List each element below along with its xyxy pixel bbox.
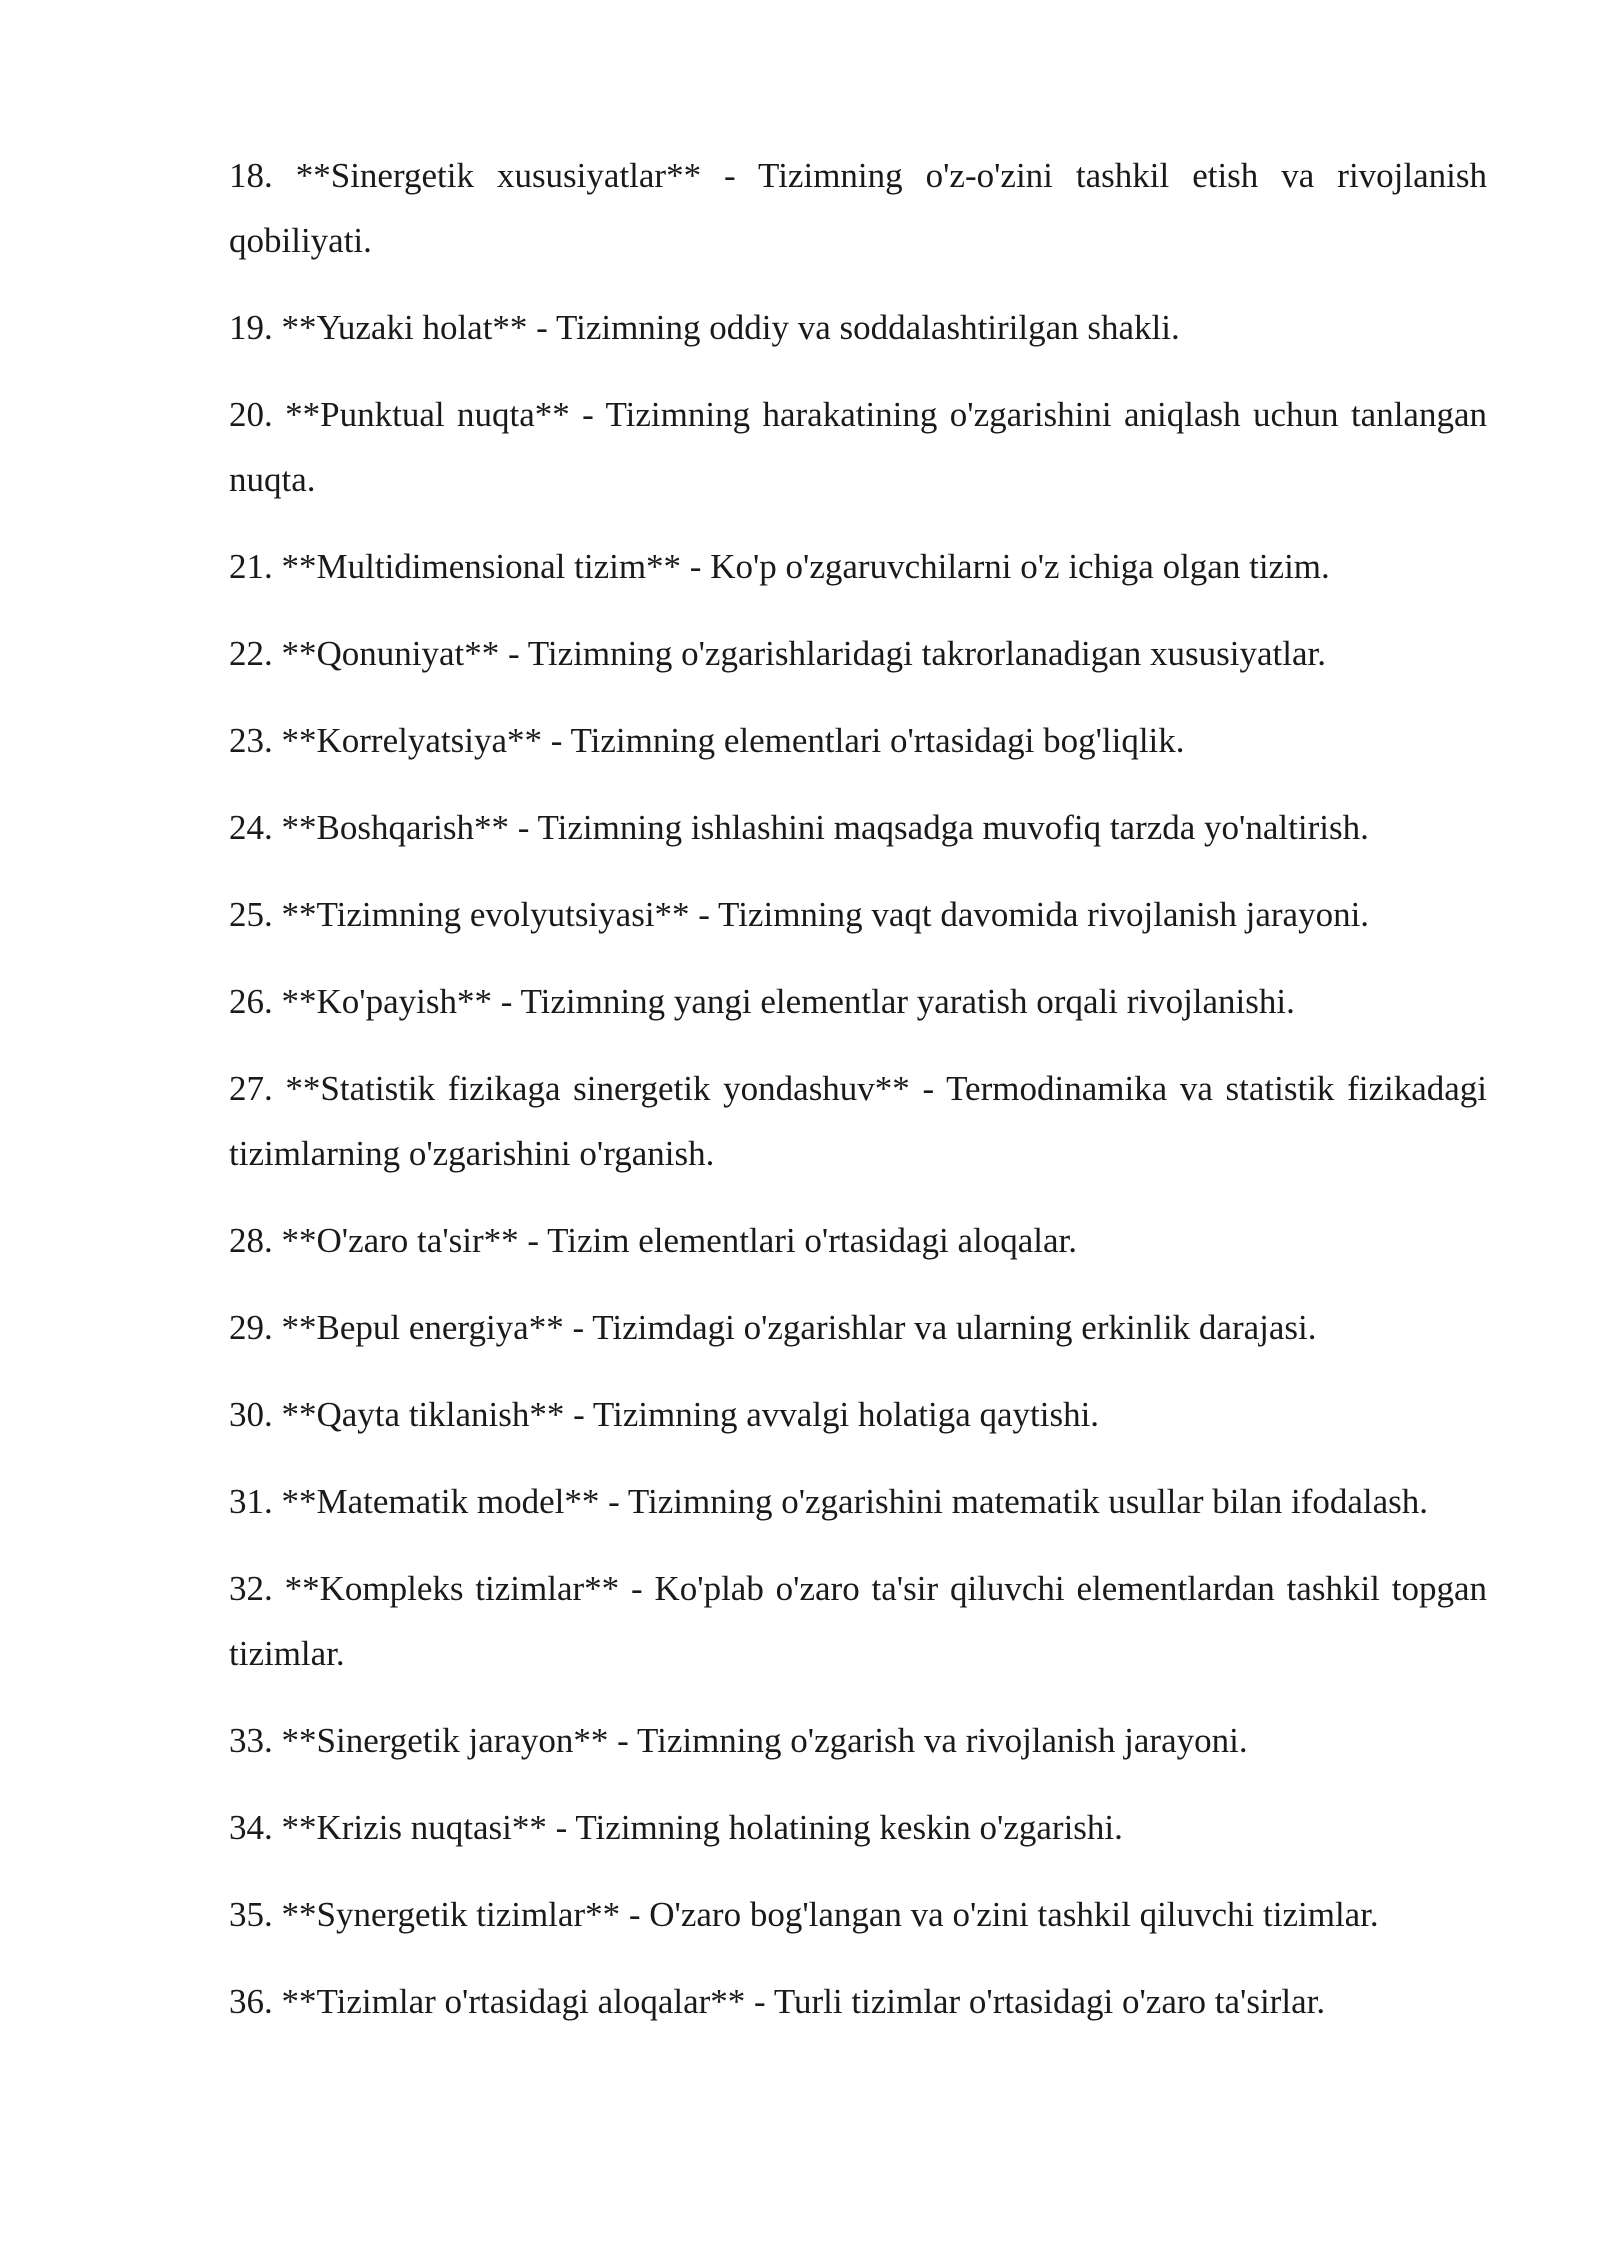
list-item: 28. **O'zaro ta'sir** - Tizim elementlari o'rtasidagi aloqalar.	[229, 1221, 1078, 1260]
list-item: 31. **Matematik model** - Tizimning o'zgarishini matematik usullar bilan ifodalash.	[229, 1482, 1429, 1521]
list-item: 23. **Korrelyatsiya** - Tizimning elementlari o'rtasidagi bog'liqlik.	[229, 721, 1185, 760]
list-item: 36. **Tizimlar o'rtasidagi aloqalar** - Turli tizimlar o'rtasidagi o'zaro ta'sirlar.	[229, 1982, 1326, 2021]
list-item: 30. **Qayta tiklanish** - Tizimning avvalgi holatiga qaytishi.	[229, 1395, 1100, 1434]
list-item: 32. **Kompleks tizimlar** - Ko'plab o'zaro ta'sir qiluvchi elementlardan tashkil topgan tizimlar.	[229, 1569, 1487, 1673]
list-item: 25. **Tizimning evolyutsiyasi** - Tizimning vaqt davomida rivojlanish jarayoni.	[229, 895, 1370, 934]
list-item: 29. **Bepul energiya** - Tizimdagi o'zgarishlar va ularning erkinlik darajasi.	[229, 1308, 1317, 1347]
list-item: 34. **Krizis nuqtasi** - Tizimning holatining keskin o'zgarishi.	[229, 1808, 1123, 1847]
list-item: 26. **Ko'payish** - Tizimning yangi elementlar yaratish orqali rivojlanishi.	[229, 982, 1295, 1021]
list-item: 21. **Multidimensional tizim** - Ko'p o'zgaruvchilarni o'z ichiga olgan tizim.	[229, 547, 1330, 586]
list-item: 19. **Yuzaki holat** - Tizimning oddiy va soddalashtirilgan shakli.	[229, 308, 1180, 347]
list-item: 27. **Statistik fizikaga sinergetik yondashuv** - Termodinamika va statistik fizikadagi tizimlarning o'zgarishini o'rganish.	[229, 1069, 1487, 1173]
list-item: 35. **Synergetik tizimlar** - O'zaro bog'langan va o'zini tashkil qiluvchi tizimlar.	[229, 1895, 1379, 1934]
list-item: 20. **Punktual nuqta** - Tizimning harakatining o'zgarishini aniqlash uchun tanlangan nuqta.	[229, 395, 1487, 499]
list-item: 24. **Boshqarish** - Tizimning ishlashini maqsadga muvofiq tarzda yo'naltirish.	[229, 808, 1369, 847]
list-item: 18. **Sinergetik xususiyatlar** - Tizimning o'z-o'zini tashkil etish va rivojlanish qobiliyati.	[229, 156, 1487, 260]
list-item: 22. **Qonuniyat** - Tizimning o'zgarishlaridagi takrorlanadigan xususiyatlar.	[229, 634, 1326, 673]
document-body	[229, 143, 1487, 2056]
list-item: 33. **Sinergetik jarayon** - Tizimning o'zgarish va rivojlanish jarayoni.	[229, 1721, 1248, 1760]
